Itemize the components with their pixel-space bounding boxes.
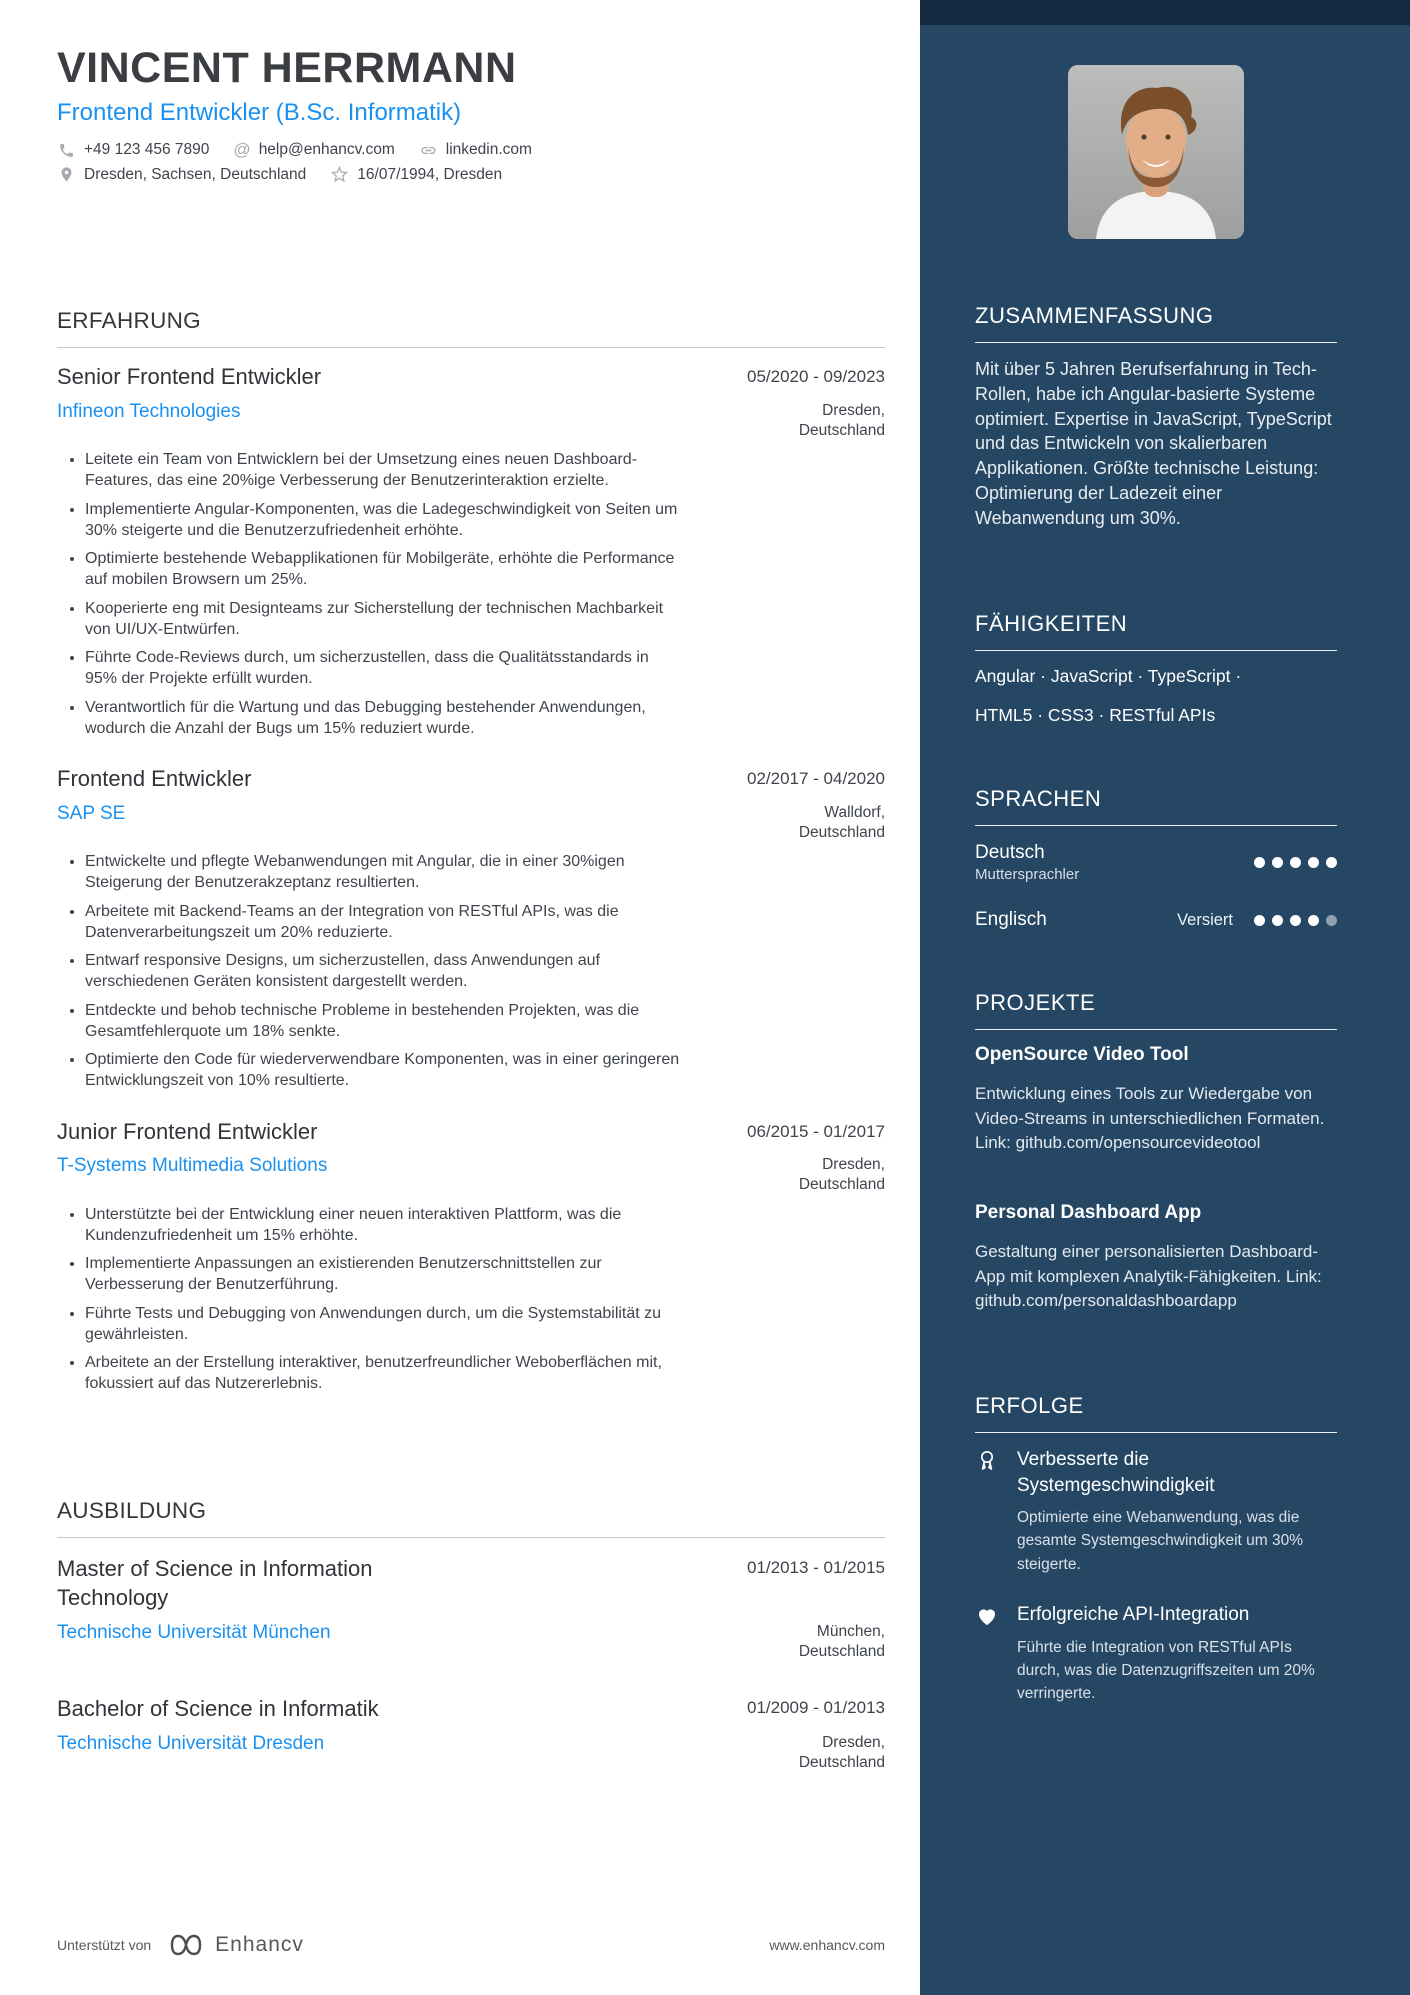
job-bullets — [57, 851, 685, 1092]
achievement-title: Erfolgreiche API-Integration — [1017, 1603, 1250, 1625]
link-text[interactable]: linkedin.com — [445, 141, 532, 159]
job-entry — [57, 363, 885, 739]
footer-branding — [57, 1932, 304, 1958]
project-description: Gestaltung einer personalisierten Dashboard-App mit komplexen Analytik-Fähigkeiten. Link: github.com/personaldashboardapp — [975, 1242, 1322, 1311]
job-entry — [57, 1118, 885, 1395]
job-head — [57, 363, 885, 392]
achievement-title: Verbesserte die Systemgeschwindigkeit — [1017, 1448, 1215, 1496]
bullet-item: • Führte Tests und Debugging von Anwendungen durch, um die Systemstabilität zu gewährleisten. — [85, 1303, 685, 1346]
language-level-dot — [1254, 915, 1265, 926]
school-link[interactable]: Technische Universität Dresden — [57, 1733, 325, 1755]
bullet-item: • Entwarf responsive Designs, um sicherzustellen, dass Anwendungen auf verschiedenen Geräten konsistent dargestellt werden. — [85, 950, 685, 993]
link-icon — [419, 141, 438, 160]
birth-text: 16/07/1994, Dresden — [357, 165, 503, 183]
bullet-item: • Arbeitete an der Erstellung interaktiver, benutzerfreundlicher Weboberflächen mit, fokussiert auf das Nutzererlebnis. — [85, 1352, 685, 1395]
job-subhead — [57, 1155, 885, 1195]
company-link[interactable]: Infineon Technologies — [57, 400, 241, 422]
section-heading-education: AUSBILDUNG — [57, 1498, 885, 1538]
contact-row-1 — [57, 140, 885, 160]
powered-by-text: Unterstützt von — [57, 1937, 152, 1953]
job-location: Dresden, Deutschland — [798, 401, 885, 439]
summary-text: Mit über 5 Jahren Berufserfahrung in Tech-Rollen, habe ich Angular-basierte Systeme optimiert. Expertise in JavaScript, TypeScript und das Entwickeln von skalierbaren Applikationen. Größte technische Leistung: Optimierung der Ladezeit einer Webanwendung um 30%. — [975, 359, 1332, 528]
sidebar-top-strip — [920, 0, 1410, 25]
achievement-description: Führte die Integration von RESTful APIs durch, was die Datenzugriffszeiten um 20% verringerte. — [1017, 1638, 1315, 1703]
job-location: Walldorf, Deutschland — [798, 803, 885, 841]
job-bullets — [57, 1204, 685, 1395]
location-item — [57, 165, 306, 184]
achievement-body — [1017, 1602, 1337, 1705]
sidebar — [920, 0, 1410, 1995]
location-pin-icon — [57, 165, 76, 184]
job-entry — [57, 765, 885, 1092]
job-head — [57, 765, 885, 794]
degree-title: Bachelor of Science in Informatik — [57, 1696, 379, 1722]
medal-icon — [975, 1447, 1017, 1576]
section-heading-languages: SPRACHEN — [975, 786, 1337, 826]
location-text: Dresden, Sachsen, Deutschland — [84, 165, 307, 183]
phone-item — [57, 141, 209, 160]
birth-item — [330, 165, 502, 184]
phone-icon — [57, 141, 76, 160]
bullet-item: • Optimierte den Code für wiederverwendbare Komponenten, was in einer geringeren Entwicklungszeit von 10% resultierte. — [85, 1049, 685, 1092]
project-title: OpenSource Video Tool — [975, 1044, 1189, 1066]
language-level-dots — [1247, 857, 1337, 868]
education-entry — [57, 1554, 885, 1663]
language-level-dot — [1308, 857, 1319, 868]
project-description: Entwicklung eines Tools zur Wiedergabe von Video-Streams in unterschiedlichen Formaten. Link: github.com/opensourcevideotool — [975, 1084, 1325, 1153]
degree-title: Master of Science in Information Technology — [57, 1555, 373, 1611]
email-item[interactable] — [233, 140, 394, 160]
heart-icon — [975, 1602, 1017, 1705]
language-level-dot — [1326, 915, 1337, 926]
enhancv-logo-icon — [167, 1932, 205, 1958]
profile-photo — [1068, 65, 1244, 239]
education-dates: 01/2013 - 01/2015 — [746, 1557, 885, 1577]
bullet-item: • Unterstützte bei der Entwicklung einer neuen interaktiven Plattform, was die Kundenzufriedenheit um 15% erhöhte. — [85, 1204, 685, 1247]
achievement-body — [1017, 1447, 1337, 1576]
language-level: Versiert — [1177, 910, 1233, 929]
language-row — [975, 840, 1337, 886]
language-level-dot — [1272, 915, 1283, 926]
website-link[interactable]: www.enhancv.com — [769, 1937, 885, 1953]
job-dates: 05/2020 - 09/2023 — [746, 367, 885, 387]
bullet-item: • Implementierte Anpassungen an existierenden Benutzerschnittstellen zur Verbesserung der Benutzerführung. — [85, 1253, 685, 1296]
section-heading-summary: ZUSAMMENFASSUNG — [975, 303, 1337, 343]
section-heading-experience: ERFAHRUNG — [57, 308, 885, 348]
bullet-item: • Leitete ein Team von Entwicklern bei der Umsetzung eines neuen Dashboard-Features, das eine 20%ige Verbesserung der Benutzerinteraktion erzielte. — [85, 449, 685, 492]
job-subhead — [57, 803, 885, 843]
link-item[interactable] — [419, 141, 532, 160]
company-link[interactable]: T-Systems Multimedia Solutions — [57, 1155, 328, 1177]
language-level-dot — [1290, 857, 1301, 868]
job-subhead — [57, 401, 885, 441]
email-text[interactable]: help@enhancv.com — [258, 141, 395, 159]
contact-block — [57, 140, 885, 184]
skills-list — [975, 657, 1337, 736]
language-level: Muttersprachler — [975, 866, 1080, 884]
school-link[interactable]: Technische Universität München — [57, 1622, 331, 1644]
job-bullets — [57, 449, 685, 739]
language-level-dot — [1326, 857, 1337, 868]
star-icon — [330, 165, 349, 184]
project-title: Personal Dashboard App — [975, 1202, 1202, 1223]
language-name: Englisch — [975, 909, 1047, 931]
achievement-item — [975, 1602, 1337, 1705]
bullet-item: • Führte Code-Reviews durch, um sicherzustellen, dass die Qualitätsstandards in 95% der Projekte erfüllt wurden. — [85, 647, 685, 690]
section-heading-skills: FÄHIGKEITEN — [975, 611, 1337, 651]
job-dates: 02/2017 - 04/2020 — [746, 769, 885, 789]
bullet-item: • Implementierte Angular-Komponenten, was die Ladegeschwindigkeit von Seiten um 30% steigerte und die Benutzerzufriedenheit erhöhte. — [85, 499, 685, 542]
brand-wordmark: Enhancv — [215, 1933, 304, 1956]
job-dates: 06/2015 - 01/2017 — [746, 1121, 885, 1141]
language-level-dot — [1290, 915, 1301, 926]
bullet-item: • Optimierte bestehende Webapplikationen für Mobilgeräte, erhöhte die Performance auf mobilen Browsern um 25%. — [85, 548, 685, 591]
language-row — [975, 907, 1337, 933]
achievement-item — [975, 1447, 1337, 1576]
job-title: Frontend Entwickler — [57, 766, 252, 792]
language-info — [975, 840, 1247, 886]
bullet-item: • Kooperierte eng mit Designteams zur Sicherstellung der technischen Machbarkeit von UI/UX-Entwürfen. — [85, 598, 685, 641]
section-heading-achievements: ERFOLGE — [975, 1393, 1337, 1433]
education-dates: 01/2009 - 01/2013 — [746, 1698, 885, 1718]
job-location: Dresden, Deutschland — [798, 1156, 885, 1194]
bullet-item: • Entdeckte und behob technische Probleme in bestehenden Projekten, was die Gesamtfehlerquote um 18% senkte. — [85, 1000, 685, 1043]
achievement-description: Optimierte eine Webanwendung, was die gesamte Systemgeschwindigkeit um 30% steigerte. — [1017, 1509, 1304, 1573]
company-link[interactable]: SAP SE — [57, 802, 126, 824]
section-heading-projects: PROJEKTE — [975, 990, 1337, 1030]
language-level-dot — [1272, 857, 1283, 868]
education-location: München, Deutschland — [798, 1623, 885, 1661]
education-subhead — [57, 1622, 885, 1662]
footer — [57, 1932, 885, 1958]
skills-line: HTML5 · CSS3 · RESTful APIs — [975, 705, 1216, 726]
phone-text: +49 123 456 7890 — [84, 141, 210, 159]
person-title: Frontend Entwickler (B.Sc. Informatik) — [57, 99, 462, 127]
education-head — [57, 1694, 885, 1724]
at-icon: @ — [233, 140, 251, 160]
person-name: VINCENT HERRMANN — [57, 44, 517, 92]
job-title: Junior Frontend Entwickler — [57, 1118, 318, 1144]
education-location: Dresden, Deutschland — [798, 1734, 885, 1772]
skills-line: Angular · JavaScript · TypeScript · — [975, 665, 1242, 686]
education-entry — [57, 1694, 885, 1773]
job-title: Senior Frontend Entwickler — [57, 364, 322, 390]
language-name: Deutsch — [975, 841, 1045, 863]
education-subhead — [57, 1733, 885, 1773]
language-level-dot — [1254, 857, 1265, 868]
bullet-item: • Entwickelte und pflegte Webanwendungen mit Angular, die in einer 30%igen Steigerung der Benutzerakzeptanz resultierten. — [85, 851, 685, 894]
language-level-dots — [1247, 915, 1337, 926]
job-head — [57, 1118, 885, 1147]
bullet-item: • Verantwortlich für die Wartung und das Debugging bestehender Anwendungen, wodurch die Anzahl der Bugs um 15% reduziert wurde. — [85, 697, 685, 740]
contact-row-2 — [57, 165, 885, 184]
education-head — [57, 1554, 885, 1613]
language-level-dot — [1308, 915, 1319, 926]
bullet-item: • Arbeitete mit Backend-Teams an der Integration von RESTful APIs, was die Datenverarbeitungszeit um 20% reduzierte. — [85, 901, 685, 944]
